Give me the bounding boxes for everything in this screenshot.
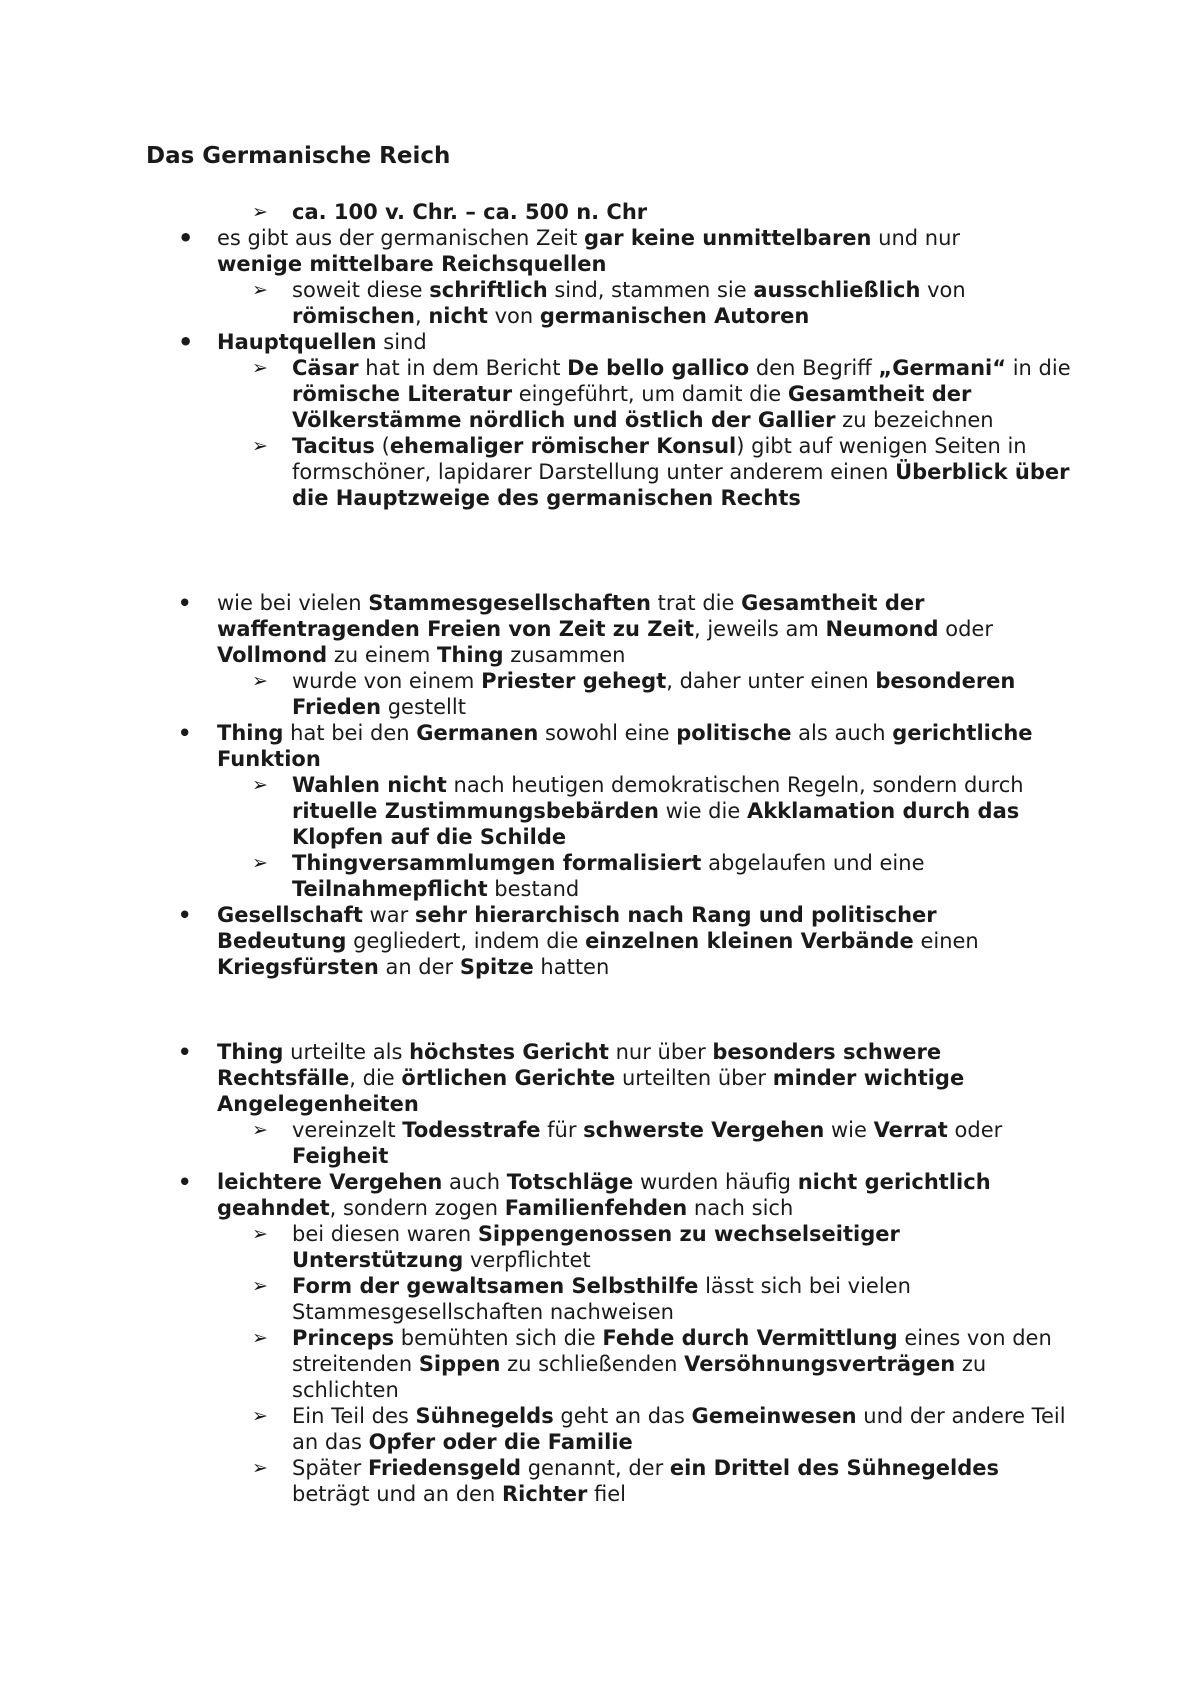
bullet-icon: • — [178, 591, 192, 615]
list-item: ➢ Princeps bemühten sich die Fehde durch Vermittlung eines von den streitenden Sippen zu schließenden Versöhnungsverträgen zu schlichten — [252, 1326, 1052, 1402]
arrow-bullet-icon: ➢ — [252, 1405, 268, 1427]
section-1 — [0, 199, 1200, 511]
arrow-bullet-icon: ➢ — [252, 1275, 268, 1297]
list-item: • Thing urteilte als höchstes Gericht nur über besonders schwere Rechtsfälle, die örtlichen Gerichte urteilten über minder wichtige Angelegenheiten — [178, 1040, 965, 1116]
list-item: ➢ soweit diese schriftlich sind, stammen sie ausschließlich von römischen, nicht von germanischen Autoren — [252, 278, 966, 328]
arrow-bullet-icon: ➢ — [252, 357, 268, 379]
section-2 — [0, 590, 1200, 980]
arrow-bullet-icon: ➢ — [252, 279, 268, 301]
list-item: • wie bei vielen Stammesgesellschaften trat die Gesamtheit der waffentragenden Freien von Zeit zu Zeit, jeweils am Neumond oder Vollmond zu einem Thing zusammen — [178, 591, 993, 667]
list-item: ➢ Thingversammlumgen formalisiert abgelaufen und eine Teilnahmepflicht bestand — [252, 851, 925, 901]
arrow-bullet-icon: ➢ — [252, 852, 268, 874]
list-item-date-range — [0, 199, 1072, 225]
list-item: • Hauptquellen sind — [178, 328, 427, 356]
list-item: ➢ Tacitus (ehemaliger römischer Konsul) gibt auf wenigen Seiten in formschöner, lapidarer Darstellung unter anderem einen Überblick über die Hauptzweige des germanischen Rechts — [252, 434, 1070, 510]
arrow-bullet-icon: ➢ — [252, 201, 268, 223]
list-item: • Gesellschaft war sehr hierarchisch nach Rang und politischer Bedeutung gegliedert, indem die einzelnen kleinen Verbände einen Kriegsfürsten an der Spitze hatten — [178, 903, 979, 979]
bullet-icon: • — [178, 1170, 192, 1194]
arrow-bullet-icon: ➢ — [252, 1327, 268, 1349]
bullet-icon: • — [178, 903, 192, 927]
section-3 — [0, 1039, 1200, 1507]
arrow-bullet-icon: ➢ — [252, 774, 268, 796]
date-range-text: ca. 100 v. Chr. – ca. 500 n. Chr — [292, 200, 648, 224]
arrow-bullet-icon: ➢ — [252, 435, 268, 457]
list-item: ➢ bei diesen waren Sippengenossen zu wechselseitiger Unterstützung verpflichtet — [252, 1222, 900, 1272]
list-item: ➢ vereinzelt Todesstrafe für schwerste Vergehen wie Verrat oder Feigheit — [252, 1118, 1003, 1168]
list-item: ➢ Ein Teil des Sühnegelds geht an das Gemeinwesen und der andere Teil an das Opfer oder die Familie — [252, 1404, 1066, 1454]
list-item: ➢ Cäsar hat in dem Bericht De bello gallico den Begriff „Germani“ in die römische Literatur eingeführt, um damit die Gesamtheit der Völkerstämme nördlich und östlich der Gallier zu bezeichnen — [252, 356, 1071, 432]
bullet-icon: • — [178, 1040, 192, 1064]
list-item: ➢ Später Friedensgeld genannt, der ein Drittel des Sühnegeldes beträgt und an den Richter fiel — [252, 1456, 999, 1506]
list-item: ➢ Form der gewaltsamen Selbsthilfe lässt sich bei vielen Stammesgesellschaften nachweisen — [252, 1274, 911, 1324]
list-item: ➢ Wahlen nicht nach heutigen demokratischen Regeln, sondern durch rituelle Zustimmungsbebärden wie die Akklamation durch das Klopfen auf die Schilde — [252, 773, 1024, 849]
list-item: • leichtere Vergehen auch Totschläge wurden häufig nicht gerichtlich geahndet, sondern zogen Familienfehden nach sich — [178, 1170, 991, 1220]
list-item: ➢ wurde von einem Priester gehegt, daher unter einen besonderen Frieden gestellt — [252, 669, 1016, 719]
arrow-bullet-icon: ➢ — [252, 1457, 268, 1479]
bullet-icon: • — [178, 721, 192, 745]
bullet-icon: • — [178, 328, 194, 356]
bullet-icon: • — [178, 224, 194, 252]
list-item: • Thing hat bei den Germanen sowohl eine politische als auch gerichtliche Funktion — [178, 721, 1033, 771]
page-title: Das Germanische Reich — [146, 143, 451, 169]
arrow-bullet-icon: ➢ — [252, 1223, 268, 1245]
arrow-bullet-icon: ➢ — [252, 670, 268, 692]
arrow-bullet-icon: ➢ — [252, 1119, 268, 1141]
list-item: • es gibt aus der germanischen Zeit gar keine unmittelbaren und nur wenige mittelbare Reichsquellen — [178, 224, 961, 276]
